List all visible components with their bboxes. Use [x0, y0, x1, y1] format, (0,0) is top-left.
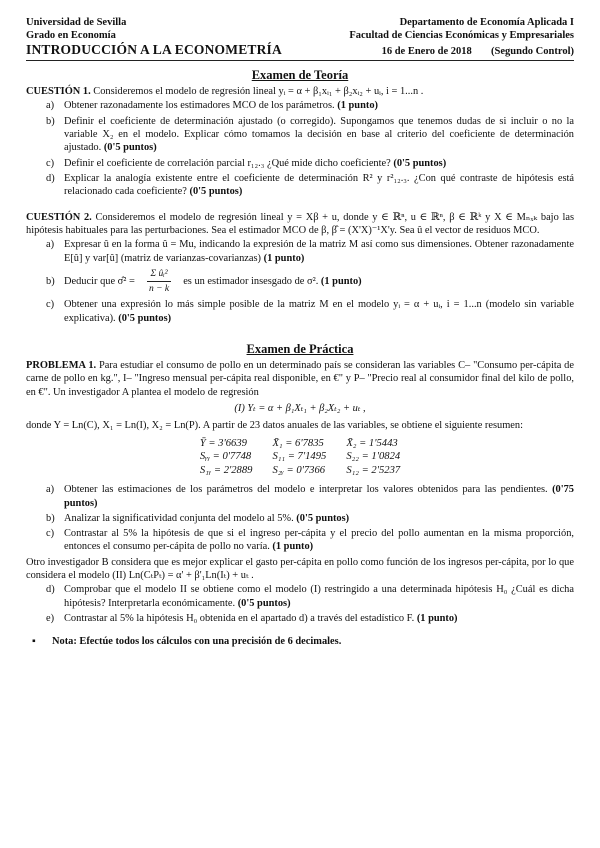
item-text-wrap: [64, 298, 574, 325]
problem-1-items: [26, 483, 574, 554]
course-title: INTRODUCCIÓN A LA ECONOMETRÍA: [26, 42, 282, 58]
header-row-3: [26, 42, 574, 59]
question-item: [26, 99, 574, 112]
header-divider: [26, 60, 574, 61]
stats-cell: X̄₂ = 1'5443: [346, 437, 398, 449]
item-text-wrap: [64, 238, 574, 265]
item-label: a): [46, 484, 55, 496]
item-text: Obtener las estimaciones de los parámetros del modelo e interpretar los valores obtenidos para las pendientes.: [64, 484, 548, 496]
sigma-hat-fraction: [147, 267, 170, 297]
item-text: Obtener una expresión lo más simple posible de la matriz M en el modelo yᵢ = α + uᵢ, i = 1...n (modelo sin variable explicativa).: [64, 299, 574, 324]
problem-1-text: Para estudiar el consumo de pollo en un determinado país se consideran las variables C– "Consumo per-cápita de carne de pollo en kg.", I– "Ingreso mensual per-cápita real disponible, en €" y P– "Precio real al consumidor final del kilo de pollo, en €". Un investigador A plantea el modelo de regresión: [26, 360, 574, 398]
question-item: [26, 527, 574, 554]
researcher-b-text: Otro investigador B considera que es mejor explicar el gasto per-cápita en pollo como función de los ingresos per-cápita, por lo que considera el modelo (II) Ln(CₜPₜ) = α' + β'₁Ln(Iₜ) + uₜ .: [26, 556, 574, 582]
item-points: (1 punto): [272, 541, 314, 553]
fraction-denominator: n − k: [148, 284, 170, 295]
item-text: Expresar û en la forma û = Mu, indicando la expresión de la matriz M así como sus dimensiones. Obtener razonadamente E[û] y var[û] (matriz de varianzas-covarianzas): [64, 239, 574, 264]
model-1-formula: (I) Yₜ = α + β₁Xₜ₁ + β₂Xₜ₂ + uₜ ,: [234, 402, 366, 414]
fraction-numerator: Σ ûᵢ²: [147, 267, 170, 282]
note-bullet-icon: ▪: [32, 636, 36, 648]
item-points: (0'5 puntos): [237, 597, 291, 609]
item-text: Definir el coeficiente de determinación ajustado (o corregido). Supongamos que tenemos dudas de si incluir o no la variable X₂ en el modelo. Explicar cómo tomamos la decisión en base al criterio del coeficiente de determinación ajustado.: [64, 115, 574, 154]
item-text: Comprobar que el modelo II se obtiene como el modelo (I) restringido a una determinada hipótesis H₀ ¿Cuál es dicha hipótesis? Interpretarla económicamente.: [64, 584, 574, 609]
item-text-wrap: [64, 512, 574, 525]
summary-statistics-table: [190, 437, 410, 478]
item-label: c): [46, 299, 55, 311]
problem-1-context: donde Y = Ln(C), X₁ = Ln(I), X₂ = Ln(P). A partir de 23 datos anuales de las variables, se obtiene el siguiente resumen:: [26, 420, 523, 432]
faculty-name: Facultad de Ciencias Económicas y Empresariales: [349, 30, 574, 42]
question-2-intro: [26, 211, 574, 238]
header-row-1: [26, 16, 574, 29]
question-2-item-b: [26, 267, 574, 297]
item-text-wrap: [64, 527, 574, 554]
university-name: Universidad de Sevilla: [26, 17, 127, 28]
item-points: (0'5 puntos): [189, 186, 243, 198]
problem-1-items-2: [26, 583, 574, 625]
item-text-wrap: [64, 583, 574, 610]
stats-cell: S₂₂ = 1'0824: [346, 451, 401, 463]
problem-1-intro: [26, 359, 574, 399]
item-points: (1 punto): [263, 252, 305, 264]
item-text: Analizar la significatividad conjunta del modelo al 5%.: [64, 512, 294, 524]
item-points: (0'5 puntos): [296, 512, 350, 524]
item-points: (0'5 puntos): [103, 142, 157, 154]
item-points: (0'5 puntos): [118, 312, 172, 324]
item-text: Contrastar al 5% la hipótesis de que si el ingreso per-cápita y el precio del pollo aumentan en la misma proporción, entonces el consumo per-cápita de pollo no varía.: [64, 528, 574, 553]
item-label: b): [46, 512, 55, 524]
item-label: c): [46, 528, 55, 540]
question-1-items: [26, 99, 574, 198]
question-item: [26, 512, 574, 525]
question-item: [26, 172, 574, 199]
question-2-item-c: [26, 298, 574, 325]
item-points: (0'75 puntos): [64, 484, 574, 509]
question-item: [26, 483, 574, 510]
item-label: c): [46, 157, 55, 169]
exam-date: 16 de Enero de 2018: [381, 46, 472, 58]
exam-control: (Segundo Control): [491, 46, 574, 58]
item-text-wrap: [64, 99, 574, 112]
stats-cell: X̄₁ = 6'7835: [272, 437, 324, 449]
item-text: Explicar la analogía existente entre el coeficiente de determinación R² y r²₁₂.₃. ¿Con qué contraste de hipótesis está relacionado cada coeficiente?: [64, 173, 574, 198]
header-row-2: [26, 29, 574, 42]
item-label: d): [46, 584, 55, 596]
item-text: Deducir que σ̂² =: [64, 276, 135, 288]
item-text-post: es un estimador insesgado de σ².: [183, 276, 319, 288]
degree-name: Grado en Economía: [26, 30, 116, 42]
item-label: b): [46, 275, 55, 287]
item-points: (1 punto): [320, 276, 362, 288]
stats-cell: Ȳ = 3'6639: [199, 437, 247, 449]
item-text-wrap: [64, 483, 574, 510]
question-2-heading: CUESTIÓN 2.: [26, 211, 92, 223]
exam-date-block: [382, 45, 574, 58]
question-1-intro: [26, 85, 574, 98]
stats-row: [190, 464, 410, 478]
question-2-text: Consideremos el modelo de regresión lineal y = Xβ + u, donde y ∈ ℝⁿ, u ∈ ℝⁿ, β ∈ ℝᵏ y X ∈ Mₙₓₖ bajo las hipótesis habituales para las perturbaciones. Sea el estimador MCO de β, β̂ = (X'X)⁻¹X'y. Sea û el vector de residuos MCO.: [26, 211, 574, 236]
item-label: b): [46, 115, 55, 127]
question-1-heading: CUESTIÓN 1.: [26, 86, 91, 98]
department-name: Departamento de Economía Aplicada I: [399, 17, 574, 28]
stats-row: [190, 450, 410, 464]
item-text-wrap: [64, 612, 574, 625]
stats-cell: S₂ᵧ = 0'7366: [272, 464, 326, 476]
item-text-wrap: [64, 157, 574, 170]
question-item: [26, 612, 574, 625]
question-item: [26, 157, 574, 170]
calculation-note: [26, 635, 574, 648]
problem-1-heading: PROBLEMA 1.: [26, 360, 97, 371]
stats-cell: Sᵧᵧ = 0'7748: [199, 451, 252, 463]
stats-row: [190, 437, 410, 451]
stats-cell: S₁₂ = 2'5237: [346, 464, 401, 476]
question-1-text: Consideremos el modelo de regresión lineal yᵢ = α + β₁xᵢ₁ + β₂xᵢ₂ + uᵢ, i = 1...n .: [93, 86, 424, 98]
item-points: (1 punto): [416, 613, 458, 625]
item-text: Contrastar al 5% la hipótesis H₀ obtenida en el apartado d) a través del estadístico F.: [64, 613, 415, 625]
question-2-item-a: [26, 238, 574, 265]
item-text: Definir el coeficiente de correlación parcial r₁₂.₃ ¿Qué mide dicho coeficiente?: [64, 157, 391, 169]
practice-title: Examen de Práctica: [246, 342, 354, 356]
item-label: a): [46, 239, 55, 251]
question-item: [26, 583, 574, 610]
theory-title: Examen de Teoría: [251, 68, 349, 83]
item-label: a): [46, 100, 55, 112]
item-text-wrap: [64, 115, 574, 155]
stats-cell: S₁₁ = 7'1495: [272, 451, 327, 463]
item-points: (0'5 puntos): [393, 157, 447, 169]
item-text-wrap: [64, 267, 574, 297]
item-text-wrap: [64, 172, 574, 199]
question-item: [26, 115, 574, 155]
item-label: e): [46, 613, 55, 625]
item-label: d): [46, 173, 55, 184]
item-text: Obtener razonadamente los estimadores MCO de los parámetros.: [64, 100, 335, 112]
item-points: (1 punto): [337, 100, 378, 112]
note-text: Nota: Efectúe todos los cálculos con una precisión de 6 decimales.: [52, 636, 342, 648]
stats-cell: S₁ᵧ = 2'2889: [199, 464, 253, 476]
